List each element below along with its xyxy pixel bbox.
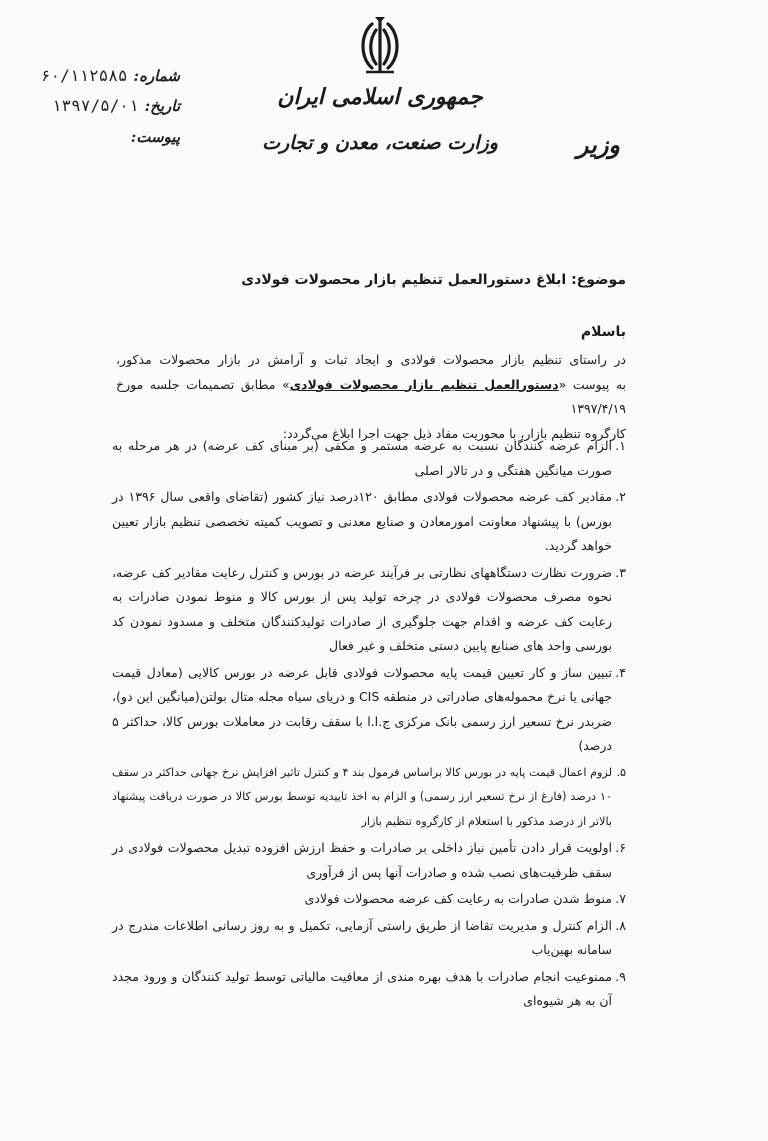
letter-subject: موضوع: ابلاغ دستورالعمل تنظیم بازار محصولات فولادی bbox=[241, 272, 626, 288]
iran-emblem-icon bbox=[352, 14, 408, 80]
item-text: تبیین ساز و کار تعیین قیمت پایه محصولات فولادی قابل عرضه در بورس کالایی (معادل قیمت جهانی یا نرخ محموله‌های صادراتی در منطقه CIS و دریای سیاه مجله متال بولتن(میانگین این دو)، ضربدر نرخ تسعیر ارز رسمی بانک مرکزی ج.ا.ا با سقف رقابت در معاملات بورس کالا، حداکثر ۵ درصد) bbox=[112, 664, 612, 753]
list-item bbox=[112, 661, 626, 759]
minister-title: وزیر bbox=[576, 130, 620, 159]
item-text: الزام کنترل و مدیریت تقاضا از طریق راستی آزمایی، تکمیل و به روز رسانی اطلاعات مندرج در سامانه بهین‌یاب bbox=[112, 917, 612, 957]
letter-date bbox=[52, 96, 180, 115]
list-item bbox=[112, 914, 626, 963]
list-item bbox=[112, 965, 626, 1014]
intro-line-2a: به پیوست « bbox=[558, 376, 627, 392]
instruction-title: دستورالعمل تنظیم بازار محصولات فولادی bbox=[289, 376, 559, 392]
item-number: ۹. bbox=[615, 968, 626, 984]
item-text: ضرورت نظارت دستگاههای نظارتی بر فرآیند عرضه در بورس و کنترل رعایت مقادیر کف عرضه، نحوه مصرف محصولات فولادی در چرخه تولید پس از بورس کالا و منوط نمودن صادرات به رعایت کف عرضه و اقدام جهت جلوگیری از صادرات تولیدکنندگان متخلف و مسدود نمودن کد بورسی واحد های صنایع پایین دستی متخلف و غیر فعال bbox=[112, 564, 612, 653]
item-number: ۵. bbox=[616, 765, 626, 779]
list-item bbox=[112, 485, 626, 559]
letter-attachment bbox=[131, 128, 180, 146]
list-item bbox=[112, 836, 626, 885]
republic-title: جمهوری اسلامی ایران bbox=[277, 84, 483, 110]
item-number: ۷. bbox=[615, 891, 626, 906]
list-item bbox=[112, 887, 626, 912]
intro-line-1: در راستای تنظیم بازار محصولات فولادی و ایجاد ثبات و آرامش در بازار محصولات مذکور، bbox=[116, 352, 626, 367]
item-text: مقادیر کف عرضه محصولات فولادی مطابق ۱۲۰درصد نیاز کشور (تقاضای واقعی سال ۱۳۹۶ در بورس) با پیشنهاد معاونت امورمعادن و صنایع معدنی و تصویب کمیته تخصصی تنظیم بازار تعیین خواهد گردید. bbox=[112, 489, 612, 553]
letter-number-label: شماره: bbox=[133, 67, 180, 85]
item-text: ممنوعیت انجام صادرات با هدف بهره مندی از معافیت مالیاتی توسط تولید کنندگان و ورود مجدد آن به هر شیوه‌ای bbox=[112, 968, 612, 1008]
intro-line-2c: » مطابق تصمیمات جلسه مورخ ۱۳۹۷/۴/۱۹ bbox=[116, 376, 626, 416]
item-number: ۳. bbox=[615, 564, 626, 580]
item-number: ۸. bbox=[615, 917, 626, 933]
letter-intro bbox=[116, 348, 626, 446]
letter-number-value: ۶۰/۱۱۲۵۸۵ bbox=[40, 66, 128, 85]
intro-line-3: کارگروه تنظیم بازار، با محوریت مفاد ذیل جهت اجرا ابلاغ می‌گردد: bbox=[282, 425, 626, 441]
letter-number bbox=[41, 66, 180, 85]
list-item bbox=[112, 561, 626, 659]
letter-date-value: ۱۳۹۷/۵/۰۱ bbox=[51, 96, 139, 115]
ministry-title: وزارت صنعت، معدن و تجارت bbox=[262, 132, 498, 154]
letter-attachment-label: پیوست: bbox=[130, 128, 180, 146]
list-item bbox=[112, 761, 626, 835]
intro-line-2 bbox=[116, 373, 626, 422]
item-number: ۴. bbox=[615, 664, 626, 680]
item-number: ۶. bbox=[615, 840, 626, 855]
item-text: اولویت قرار دادن تأمین نیاز داخلی بر صادرات و حفظ ارزش افزوده تبدیل محصولات فولادی در سقف ظرفیت‌های نصب شده و صادرات آنها پس از فرآوری bbox=[112, 840, 612, 880]
item-number: ۱. bbox=[615, 438, 626, 453]
item-text: الزام عرضه کنندگان نسبت به عرضه مستمر و مکفی (بر مبنای کف عرضه) در هر مرحله به صورت میانگین هفتگی و در تالار اصلی bbox=[112, 438, 612, 478]
letter-greeting: باسلام bbox=[580, 324, 626, 340]
item-text: لزوم اعمال قیمت پایه در بورس کالا براساس فرمول بند ۴ و کنترل تاثیر افزایش نرخ جهانی حداکثر در سقف ۱۰ درصد (فارغ از نرخ تسعیر ارز رسمی) و الزام به اخذ تاییدیه توسط بورس کالا در صورت دریافت پیشنهاد بالاتر از درصد مذکور با استعلام از کارگروه تنظیم بازار bbox=[112, 765, 612, 828]
list-item bbox=[112, 434, 626, 483]
directive-list bbox=[112, 434, 626, 1016]
letter-date-label: تاریخ: bbox=[144, 97, 180, 115]
item-number: ۲. bbox=[615, 489, 626, 504]
item-text: منوط شدن صادرات به رعایت کف عرضه محصولات فولادی bbox=[304, 891, 612, 906]
